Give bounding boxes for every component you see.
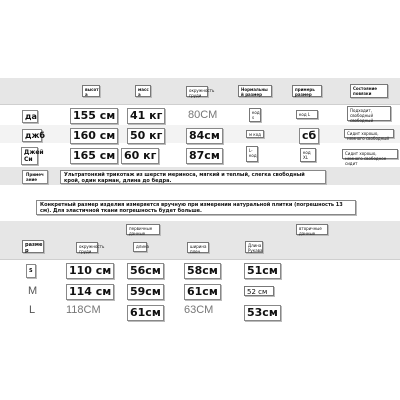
row1-height: 155 см <box>70 108 118 124</box>
table2-separator <box>0 259 400 260</box>
size-m-length: 61см <box>184 284 221 300</box>
product-note-label: Примеч ание <box>22 170 48 184</box>
row2-weight: 50 кг <box>127 128 165 144</box>
group-primary: первичные данные <box>126 224 160 235</box>
size-s-label: S <box>26 264 36 278</box>
row3-height: 165 см <box>70 148 118 164</box>
row2-height: 160 см <box>70 128 118 144</box>
row1-normal-size: код s <box>249 108 261 122</box>
header-try-size: примерь размер <box>292 85 322 97</box>
header-shoulder: окружность груди <box>76 242 98 253</box>
size-m-chest: 59см <box>127 284 164 300</box>
row1-try-size: код L <box>296 110 318 119</box>
size-s-shoulder: 110 см <box>66 263 114 279</box>
measure-note: Конкретный размер изделия измеряется вручную при измерении натуральной плитки (погрешность 13 см). Для эластичной ткани погрешность будет больше. <box>36 200 356 215</box>
row3-band-state: Сидит хорошо, немного свободное сидит <box>342 149 398 159</box>
size-m-sleeve: 52 см <box>244 286 274 296</box>
size-s-length: 58см <box>184 263 221 279</box>
row2-try-size: сб <box>299 128 319 144</box>
size-l-length: 63CM <box>184 304 214 316</box>
row1-chest: 80CM <box>188 109 218 121</box>
header-band-state: Состояние повязки <box>350 84 388 98</box>
row3-weight: 60 кг <box>121 148 159 164</box>
size-l-label: L <box>29 304 36 316</box>
header-weight: масс а <box>135 85 151 97</box>
header-length: ширина плеч <box>187 242 209 253</box>
group-secondary: вторичные данные <box>296 224 328 235</box>
header-sleeve: Длина Рукава <box>245 241 263 253</box>
header-height: высот а <box>82 85 100 97</box>
size-s-chest: 56см <box>127 263 164 279</box>
size-m-shoulder: 114 см <box>66 284 114 300</box>
row2-band-state: Сидит хорошо, немного свободный <box>344 129 394 138</box>
row3-label: Джей Си <box>21 147 38 165</box>
header-chest2: длина <box>133 242 147 252</box>
row2-normal-size: м код <box>246 130 264 138</box>
size-l-sleeve: 53см <box>244 305 281 321</box>
row1-band-state: Подходит, свободный свободный <box>347 106 391 121</box>
product-note: Ультратонкий трикотаж из шерсти мериноса, мягкий и теплый, слегка свободный крой, один карман, длина до бедра. <box>60 170 326 184</box>
header-chest: окружность груди <box>186 86 208 97</box>
table2-header-band <box>0 221 400 259</box>
row3-chest: 87см <box>186 148 223 164</box>
size-l-chest: 61см <box>127 305 164 321</box>
header-size: разме р <box>22 240 44 253</box>
row1-label: да <box>22 110 38 123</box>
size-l-shoulder: 118CM <box>66 304 101 316</box>
row1-weight: 41 кг <box>127 108 165 124</box>
row2-label: джб <box>22 129 42 142</box>
size-s-sleeve: 51см <box>244 263 281 279</box>
row2-chest: 84см <box>186 128 223 144</box>
header-normal-size: Нормальны й размер <box>238 85 272 97</box>
table1-separator <box>0 104 400 105</box>
size-m-label: M <box>28 285 38 297</box>
row3-normal-size: L- код <box>246 146 258 162</box>
row3-try-size: код XL <box>300 148 316 162</box>
